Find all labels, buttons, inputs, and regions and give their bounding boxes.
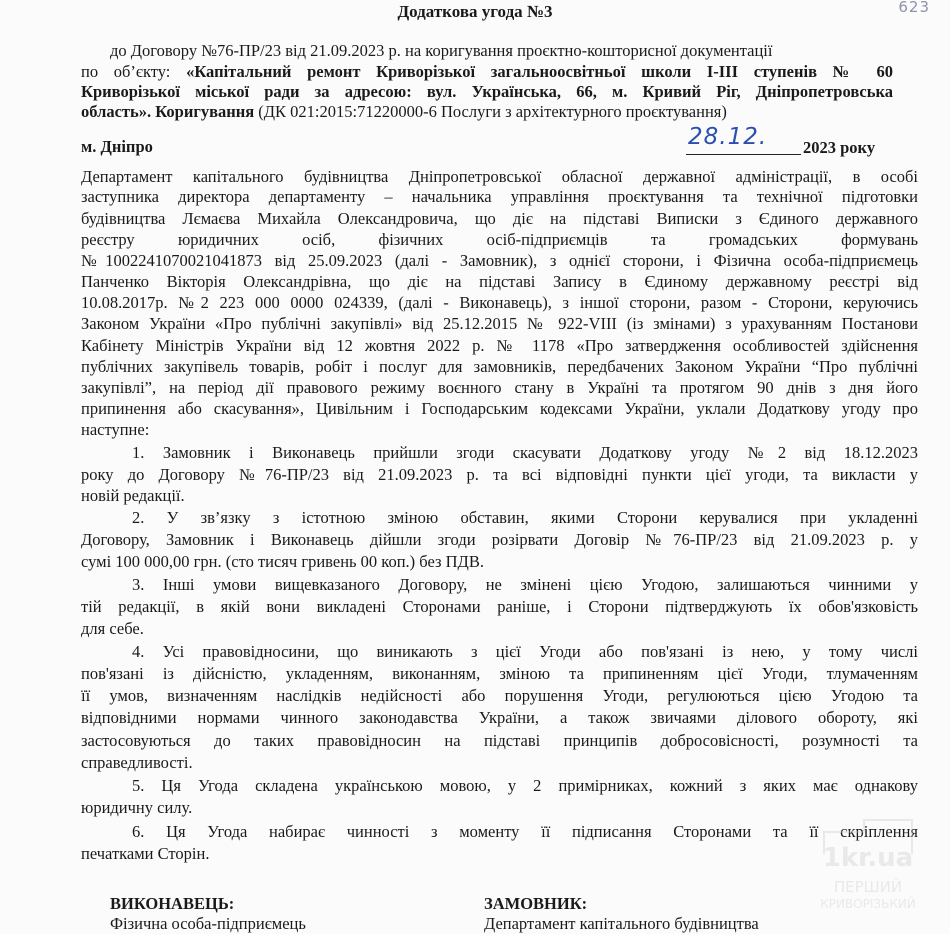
body-line: Законом України «Про публічні закупівлі» від 25.12.2015 № 922-VIII (із змінами) з урахуванням Постанови <box>81 314 918 333</box>
body-line: пов'язані із дійсністю, укладенням, виконанням, зміною та припиненням цієї Угоди, тлумаченням <box>81 664 918 683</box>
body-line: №1002241070021041873 від 25.09.2023 (далі - Замовник), з однієї сторони, і Фізична особа-підприємець <box>81 251 918 270</box>
subject-line <box>81 102 727 122</box>
body-line: сумі 100 000,00 грн. (сто тисяч гривень 00 коп.) без ПДВ. <box>81 552 484 571</box>
body-line: її умов, визначенням наслідків недійсності або порушення Угоди, регулюються цією Угодою та <box>81 686 918 705</box>
body-line: заступника директора департаменту – начальника управління проєктування та технічної підготовки <box>81 187 918 206</box>
body-line: застосовуються до таких правовідносин на підставі принципів добросовісності, розумності та <box>81 731 918 750</box>
body-line: 10.08.2017р. №2 223 000 0000 024339, (далі - Виконавець), з іншої сторони, разом - Сторони, керуючись <box>81 293 918 312</box>
body-line: Департамент капітального будівництва Дніпропетровської обласної державної адміністрації, в особі <box>81 167 918 186</box>
year: 2023 року <box>803 138 876 157</box>
watermark-line2: КРИВОРІЗЬКИЙ <box>820 897 916 911</box>
subject-segment: (ДК 021:2015:71220000-6 Послуги з архітектурного проєктування) <box>254 102 727 121</box>
subject-line <box>81 82 893 102</box>
subject-line <box>81 62 893 82</box>
body-line: будівництва Лємаєва Михайла Олександровича, що діє на підставі Виписки з Єдиного державного <box>81 209 918 228</box>
body-line: припинення або скасування», Цивільним і Господарським кодексами України, уклали Додаткову угоду про <box>81 399 918 418</box>
body-line: реєстру юридичних осіб, фізичних осіб-підприємців та громадських формувань <box>81 230 918 249</box>
watermark-line1: ПЕРШИЙ <box>833 878 903 896</box>
body-line: Договору, Замовник і Виконавець дійшли згоди розірвати Договір №76-ПР/23 від 21.09.2023 р. у <box>81 530 918 549</box>
body-line: справедливості. <box>81 753 193 772</box>
watermark-logo-text: 1kr.ua <box>822 843 914 873</box>
body-line: 1. Замовник і Виконавець прийшли згоди скасувати Додаткову угоду №2 від 18.12.2023 <box>132 443 918 462</box>
subject-line <box>110 41 772 61</box>
date-field <box>686 124 801 155</box>
body-line: відповідними нормами чинного законодавства України, а також звичаями ділового обороту, які <box>81 708 918 727</box>
subject-segment: область». Коригування <box>81 102 255 121</box>
body-line: 5. Ця Угода складена українською мовою, у 2 примірниках, кожний з яких має однакову <box>132 776 918 795</box>
subject-segment: до Договору №76-ПР/23 від 21.09.2023 р. на коригування проєктно-кошторисної документації <box>110 41 773 60</box>
body-line: для себе. <box>81 619 144 638</box>
body-line: наступне: <box>81 420 150 439</box>
subject-segment: Криворізької міської ради за адресою: вул. Українська, 66, м. Кривий Ріг, Дніпропетровська <box>81 82 893 101</box>
watermark-logo <box>804 812 932 922</box>
body-line: 2. У зв’язку з істотною зміною обставин, якими Сторони керувалися при укладенні <box>132 508 918 527</box>
customer-name: Департамент капітального будівництва <box>484 914 759 933</box>
subject-segment: «Капітальний ремонт Криворізької загальноосвітньої школи І-ІІІ ступенів № 60 <box>186 62 893 81</box>
body-line: печатками Сторін. <box>81 844 210 863</box>
body-line: Кабінету Міністрів України від 12 жовтня 2022 р. № 1178 «Про затвердження особливостей здійснення <box>81 336 918 355</box>
body-line: 4. Усі правовідносини, що виникають з цієї Угоди або пов'язані із нею, у тому числі <box>132 642 918 661</box>
handwritten-date: 28.12. <box>688 124 768 150</box>
body-line: тій редакції, в якій вони викладені Сторонами раніше, і Сторони підтверджують їх обов'язковість <box>81 597 918 616</box>
body-line: 3. Інші умови вищевказаного Договору, не змінені цією Угодою, залишаються чинними у <box>132 575 918 594</box>
customer-title: ЗАМОВНИК: <box>484 894 588 913</box>
body-line: Панченко Вікторія Олександрівна, що діє на підставі Запису в Єдиному державному реєстрі від <box>81 272 918 291</box>
body-line: юридичну силу. <box>81 798 193 817</box>
body-line: закупівлі”, на період дії правового режиму воєнного стану в Україні та протягом 90 днів з дня його <box>81 378 918 397</box>
city: м. Дніпро <box>81 137 153 156</box>
body-line: року до Договору №76-ПР/23 від 21.09.2023 р. та всі відповідні пункти цієї угоди, та викласти у <box>81 465 918 484</box>
handwritten-page-number: 623 <box>898 0 930 16</box>
body-line: новій редакції. <box>81 486 185 505</box>
body-line: 6. Ця Угода набирає чинності з моменту її підписання Сторонами та її скріплення <box>132 822 918 841</box>
contractor-type: Фізична особа-підприємець <box>110 914 306 933</box>
document-title: Додаткова угода №3 <box>397 2 553 21</box>
body-line: публічних закупівель товарів, робіт і послуг для замовників, передбачених Законом України “Про публічні <box>81 357 918 376</box>
subject-segment: по об’єкту: <box>81 62 187 81</box>
contractor-title: ВИКОНАВЕЦЬ: <box>110 894 235 913</box>
